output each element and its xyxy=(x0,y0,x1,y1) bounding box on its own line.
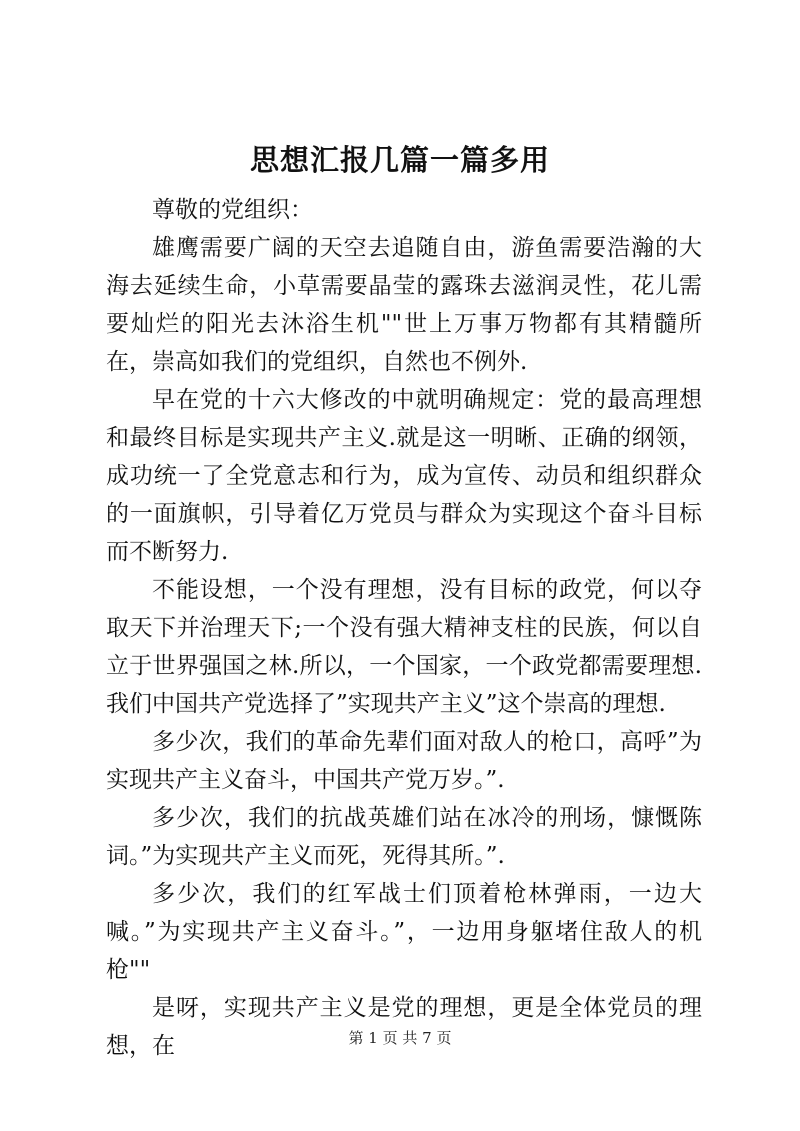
paragraph: 雄鹰需要广阔的天空去追随自由，游鱼需要浩瀚的大海去延续生命，小草需要晶莹的露珠去滋润灵性，花儿需要灿烂的阳光去沐浴生机""世上万事万物都有其精髓所在，崇高如我们的党组织，自然也不例外. xyxy=(106,235,702,375)
paragraph: 多少次，我们的红军战士们顶着枪林弹雨，一边大喊。”为实现共产主义奋斗。”，一边用身躯堵住敌人的机枪"" xyxy=(106,881,702,983)
paragraph: 不能设想，一个没有理想，没有目标的政党，何以夺取天下并治理天下;一个没有强大精神支柱的民族，何以自立于世界强国之林.所以，一个国家，一个政党都需要理想.我们中国共产党选择了”实现共产主义”这个崇高的理想. xyxy=(106,577,702,717)
document-title: 思想汇报几篇一篇多用 xyxy=(249,143,550,177)
paragraph: 是呀，实现共产主义是党的理想，更是全体党员的理想，在 xyxy=(106,995,702,1059)
document-body xyxy=(106,191,702,1065)
page-footer: 第 1 页 共 7 页 xyxy=(348,1029,452,1047)
paragraph: 多少次，我们的抗战英雄们站在冰冷的刑场，慷慨陈词。”为实现共产主义而死，死得其所。”. xyxy=(106,805,702,869)
paragraph-salutation: 尊敬的党组织： xyxy=(152,197,313,223)
paragraph: 多少次，我们的革命先辈们面对敌人的枪口，高呼”为实现共产主义奋斗，中国共产党万岁。”. xyxy=(106,729,702,793)
paragraph: 早在党的十六大修改的中就明确规定：党的最高理想和最终目标是实现共产主义.就是这一明晰、正确的纲领，成功统一了全党意志和行为，成为宣传、动员和组织群众的一面旗帜，引导着亿万党员与群众为实现这个奋斗目标而不断努力. xyxy=(106,387,702,565)
